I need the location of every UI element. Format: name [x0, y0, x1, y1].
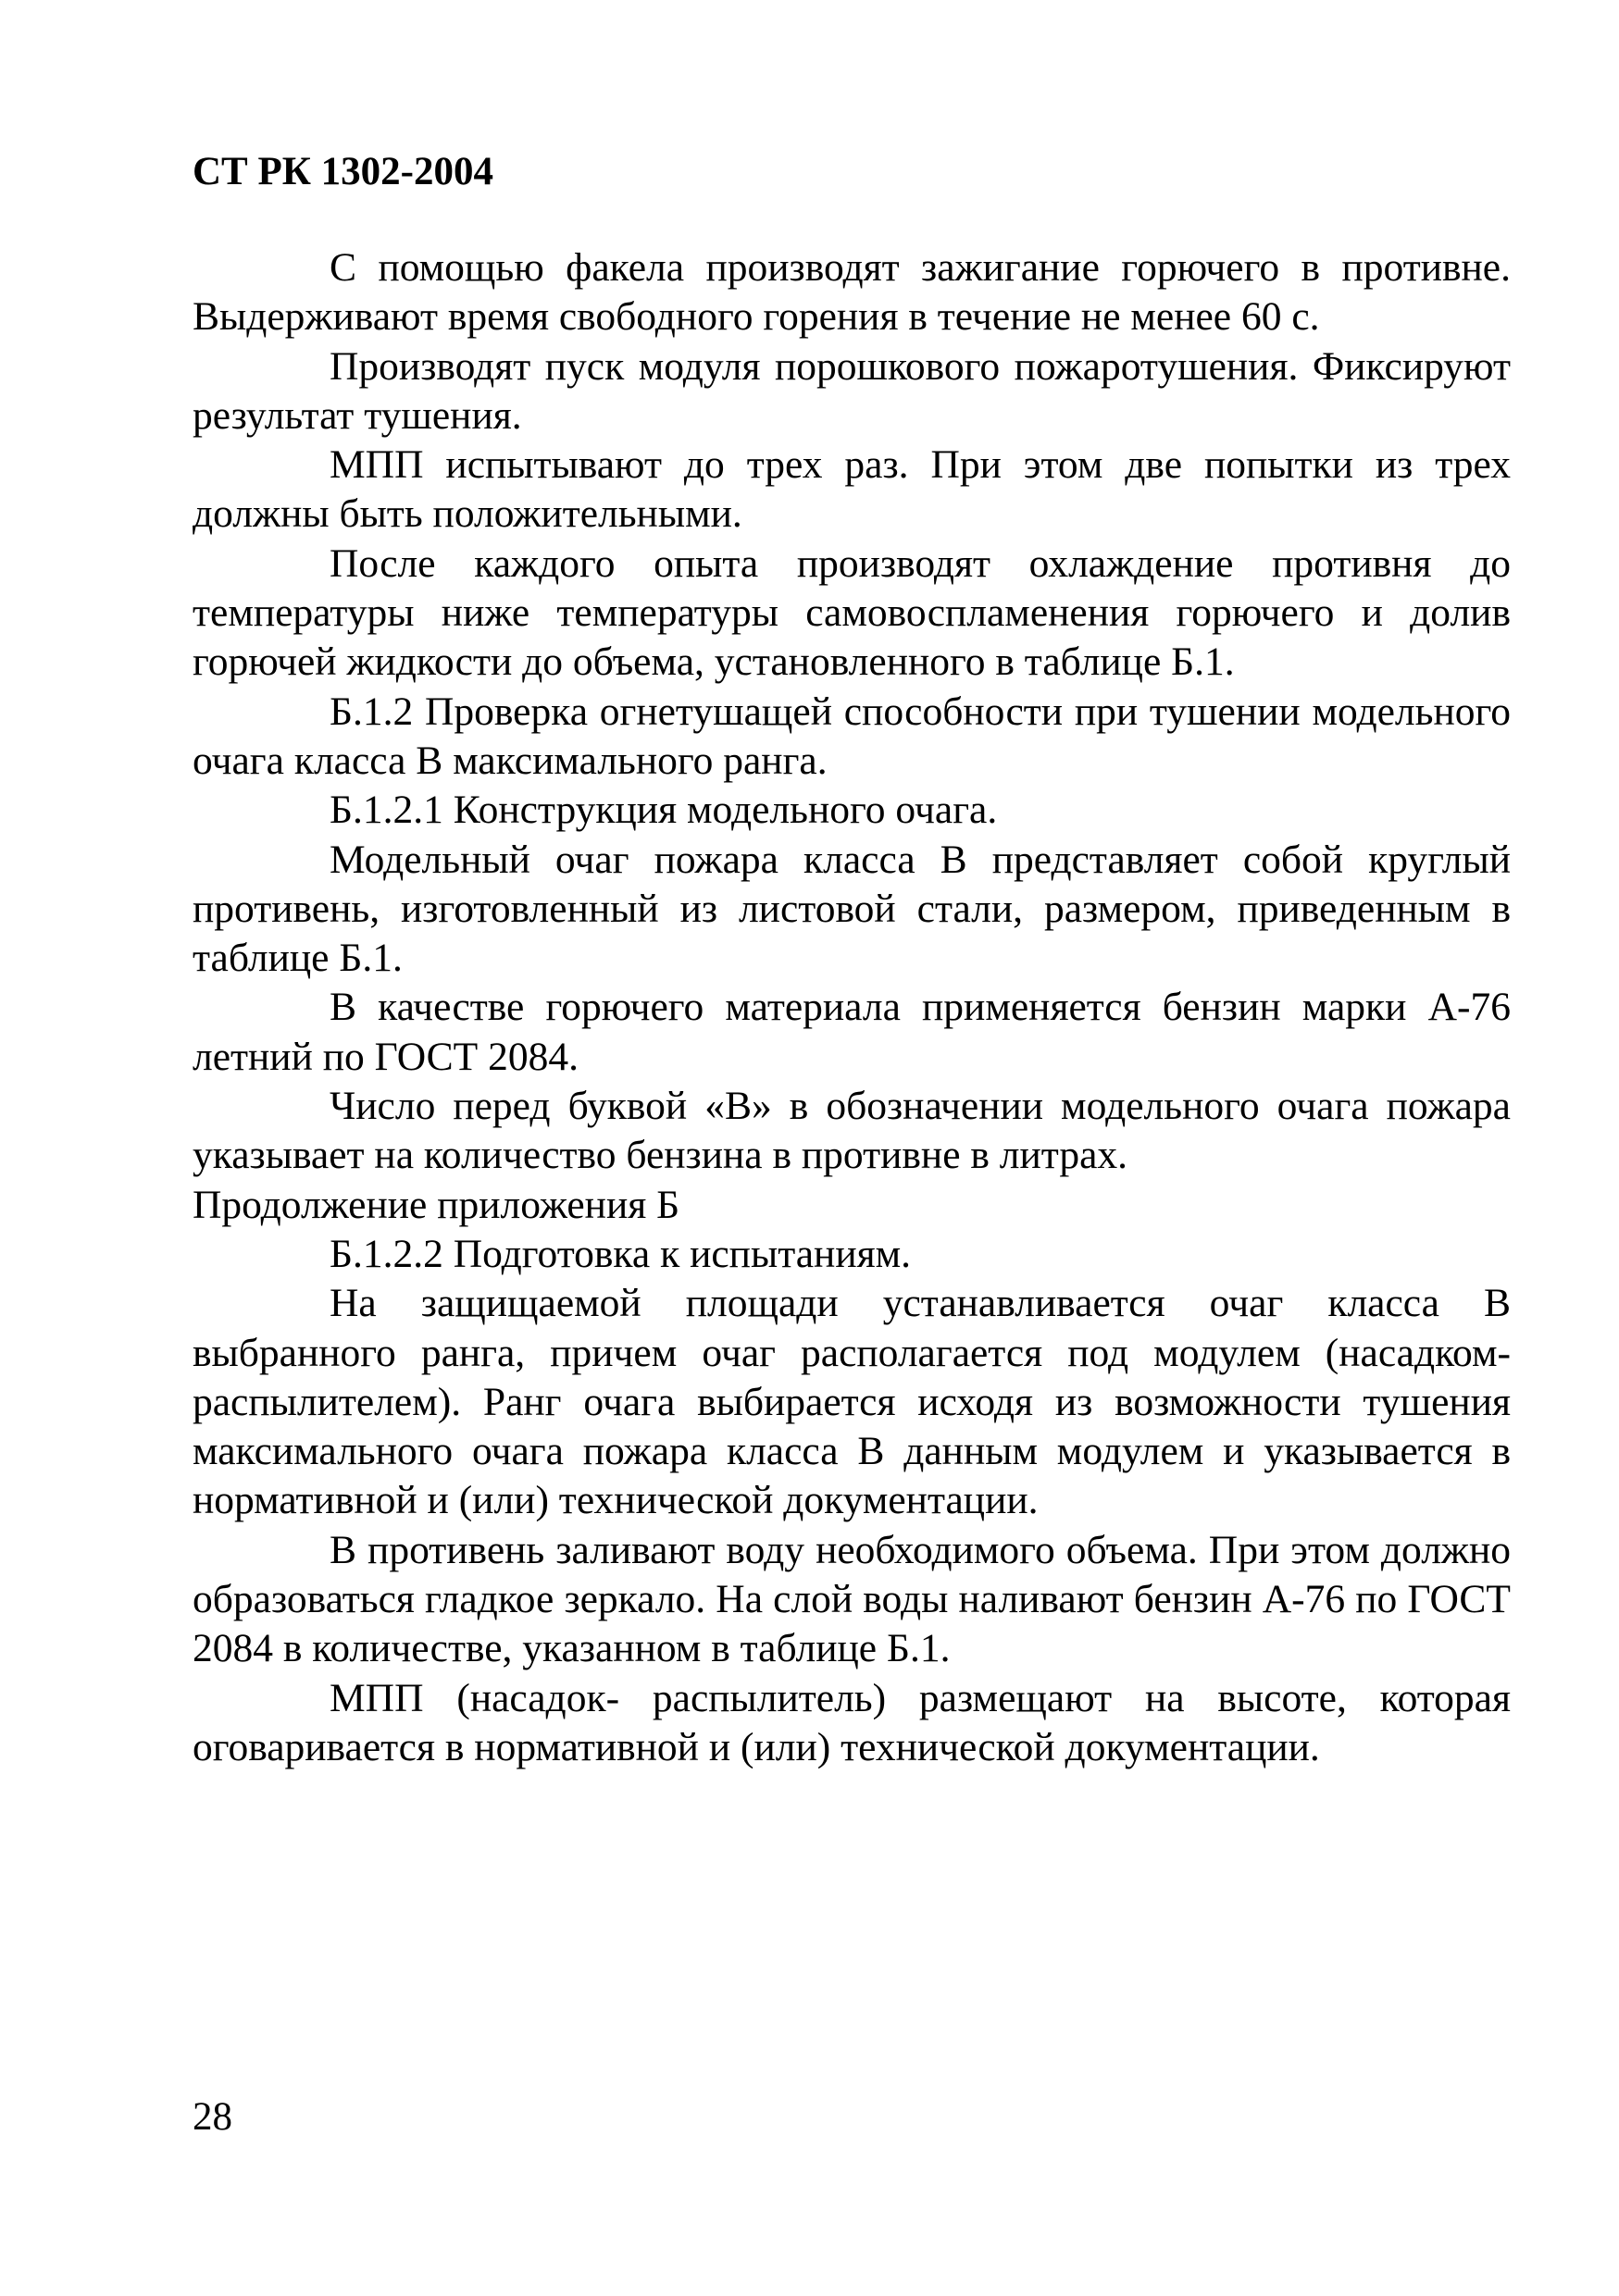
- page-number: 28: [193, 2095, 232, 2139]
- paragraph: В противень заливают воду необходимого объема. При этом должно образоваться гладкое зеркало. На слой воды наливают бензин А-76 по ГОСТ 2084 в количестве, указанном в таблице Б.1.: [193, 1527, 1511, 1671]
- paragraph: Число перед буквой «В» в обозначении модельного очага пожара указывает на количество бензина в противне в литрах.: [193, 1084, 1511, 1178]
- paragraph: В качестве горючего материала применяется бензин марки А-76 летний по ГОСТ 2084.: [193, 985, 1511, 1079]
- paragraph: МПП (насадок- распылитель) размещают на высоте, которая оговаривается в нормативной и (или) технической документации.: [193, 1675, 1511, 1769]
- paragraph: На защищаемой площади устанавливается очаг класса В выбранного ранга, причем очаг располагается под модулем (насадком-распылителем). Ранг очага выбирается исходя из возможности тушения максимального очага пожара класса В данным модулем и указывается в нормативной и (или) технической документации.: [193, 1281, 1511, 1523]
- paragraph: Модельный очаг пожара класса В представляет собой круглый противень, изготовленный из листовой стали, размером, приведенным в таблице Б.1.: [193, 837, 1511, 981]
- paragraph: После каждого опыта производят охлаждение противня до температуры ниже температуры самовоспламенения горючего и долив горючей жидкости до объема, установленного в таблице Б.1.: [193, 540, 1511, 685]
- section-heading-b-1-2: Б.1.2 Проверка огнетушащей способности при тушении модельного очага класса В максимального ранга.: [193, 689, 1511, 783]
- body-text: [193, 243, 1511, 1772]
- section-heading-b-1-2-2: Б.1.2.2 Подготовка к испытаниям.: [330, 1231, 912, 1276]
- paragraph: МПП испытывают до трех раз. При этом две попытки из трех должны быть положительными.: [193, 442, 1511, 537]
- paragraph: Производят пуск модуля порошкового пожаротушения. Фиксируют результат тушения.: [193, 343, 1511, 438]
- appendix-continuation-label: Продолжение приложения Б: [193, 1182, 680, 1227]
- section-heading-b-1-2-1: Б.1.2.1 Конструкция модельного очага.: [330, 788, 998, 833]
- paragraph: С помощью факела производят зажигание горючего в противне. Выдерживают время свободного горения в течение не менее 60 с.: [193, 245, 1511, 340]
- standard-code-header: СТ РК 1302-2004: [193, 150, 493, 193]
